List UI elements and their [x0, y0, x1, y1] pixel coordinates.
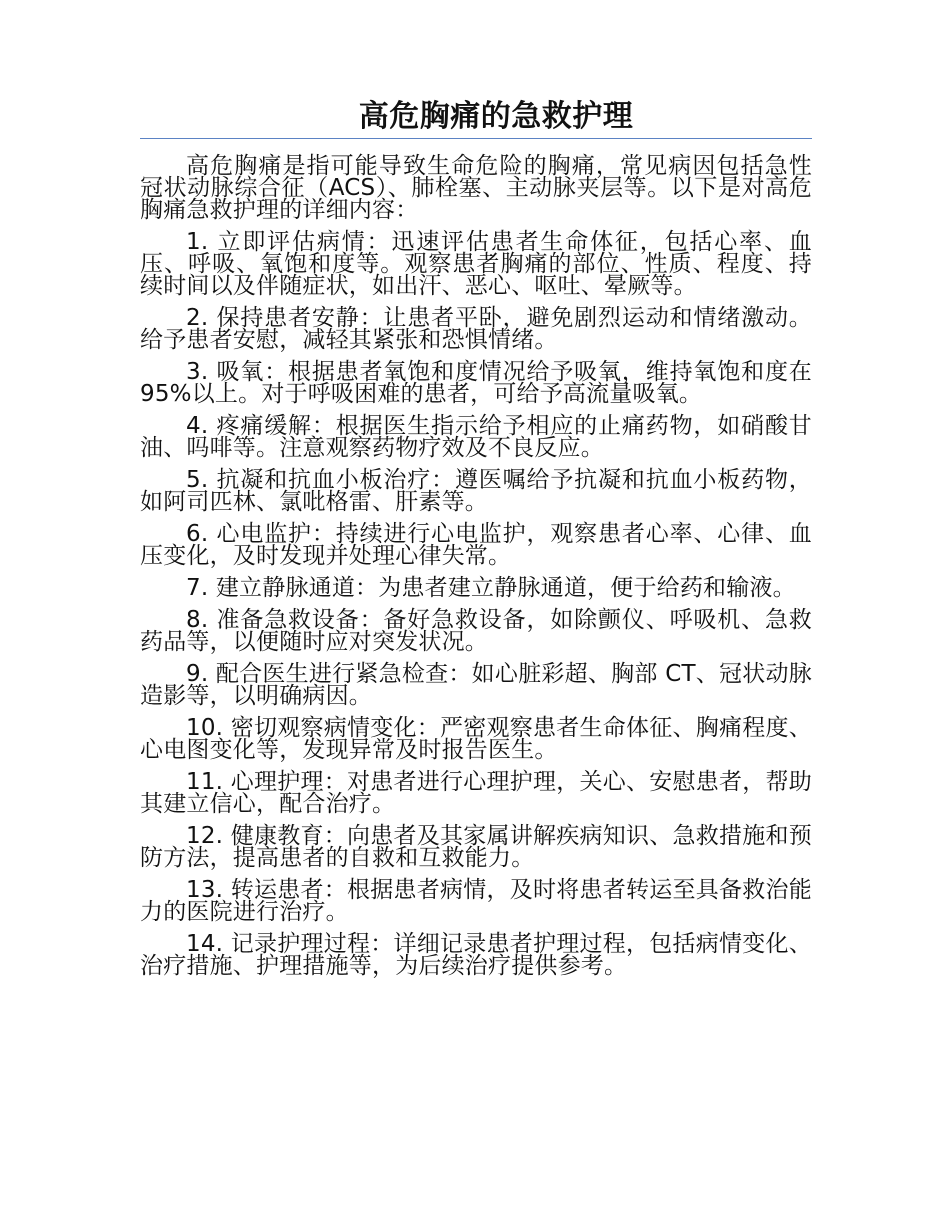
list-item: 11. 心理护理：对患者进行心理护理，关心、安慰患者，帮助其建立信心，配合治疗。 [140, 769, 812, 817]
list-item: 5. 抗凝和抗血小板治疗：遵医嘱给予抗凝和抗血小板药物，如阿司匹林、氯吡格雷、肝素等。 [140, 467, 812, 515]
list-item: 14. 记录护理过程：详细记录患者护理过程，包括病情变化、治疗措施、护理措施等，为后续治疗提供参考。 [140, 931, 812, 979]
list-item: 2. 保持患者安静：让患者平卧，避免剧烈运动和情绪激动。给予患者安慰，减轻其紧张和恐惧情绪。 [140, 305, 812, 353]
list-item: 7. 建立静脉通道：为患者建立静脉通道，便于给药和输液。 [186, 575, 796, 601]
list-item: 6. 心电监护：持续进行心电监护，观察患者心率、心律、血压变化，及时发现并处理心律失常。 [140, 521, 812, 569]
list-item: 8. 准备急救设备：备好急救设备，如除颤仪、呼吸机、急救药品等，以便随时应对突发状况。 [140, 607, 812, 655]
document-page [140, 96, 812, 987]
title-underline [140, 138, 812, 139]
list-item: 3. 吸氧：根据患者氧饱和度情况给予吸氧，维持氧饱和度在 95%以上。对于呼吸困难的患者，可给予高流量吸氧。 [140, 359, 812, 407]
list-item: 1. 立即评估病情：迅速评估患者生命体征，包括心率、血压、呼吸、氧饱和度等。观察患者胸痛的部位、性质、程度、持续时间以及伴随症状，如出汗、恶心、呕吐、晕厥等。 [140, 229, 812, 299]
list-item: 12. 健康教育：向患者及其家属讲解疾病知识、急救措施和预防方法，提高患者的自救和互救能力。 [140, 823, 812, 871]
list-item: 13. 转运患者：根据患者病情，及时将患者转运至具备救治能力的医院进行治疗。 [140, 877, 812, 925]
list-item: 10. 密切观察病情变化：严密观察患者生命体征、胸痛程度、心电图变化等，发现异常及时报告医生。 [140, 715, 812, 763]
intro-paragraph: 高危胸痛是指可能导致生命危险的胸痛，常见病因包括急性冠状动脉综合征（ACS）、肺栓塞、主动脉夹层等。以下是对高危胸痛急救护理的详细内容： [140, 153, 812, 223]
document-title: 高危胸痛的急救护理 [358, 99, 634, 134]
list-item: 4. 疼痛缓解：根据医生指示给予相应的止痛药物，如硝酸甘油、吗啡等。注意观察药物疗效及不良反应。 [140, 413, 812, 461]
list-item: 9. 配合医生进行紧急检查：如心脏彩超、胸部 CT、冠状动脉造影等，以明确病因。 [140, 661, 812, 709]
document-body [140, 155, 812, 977]
